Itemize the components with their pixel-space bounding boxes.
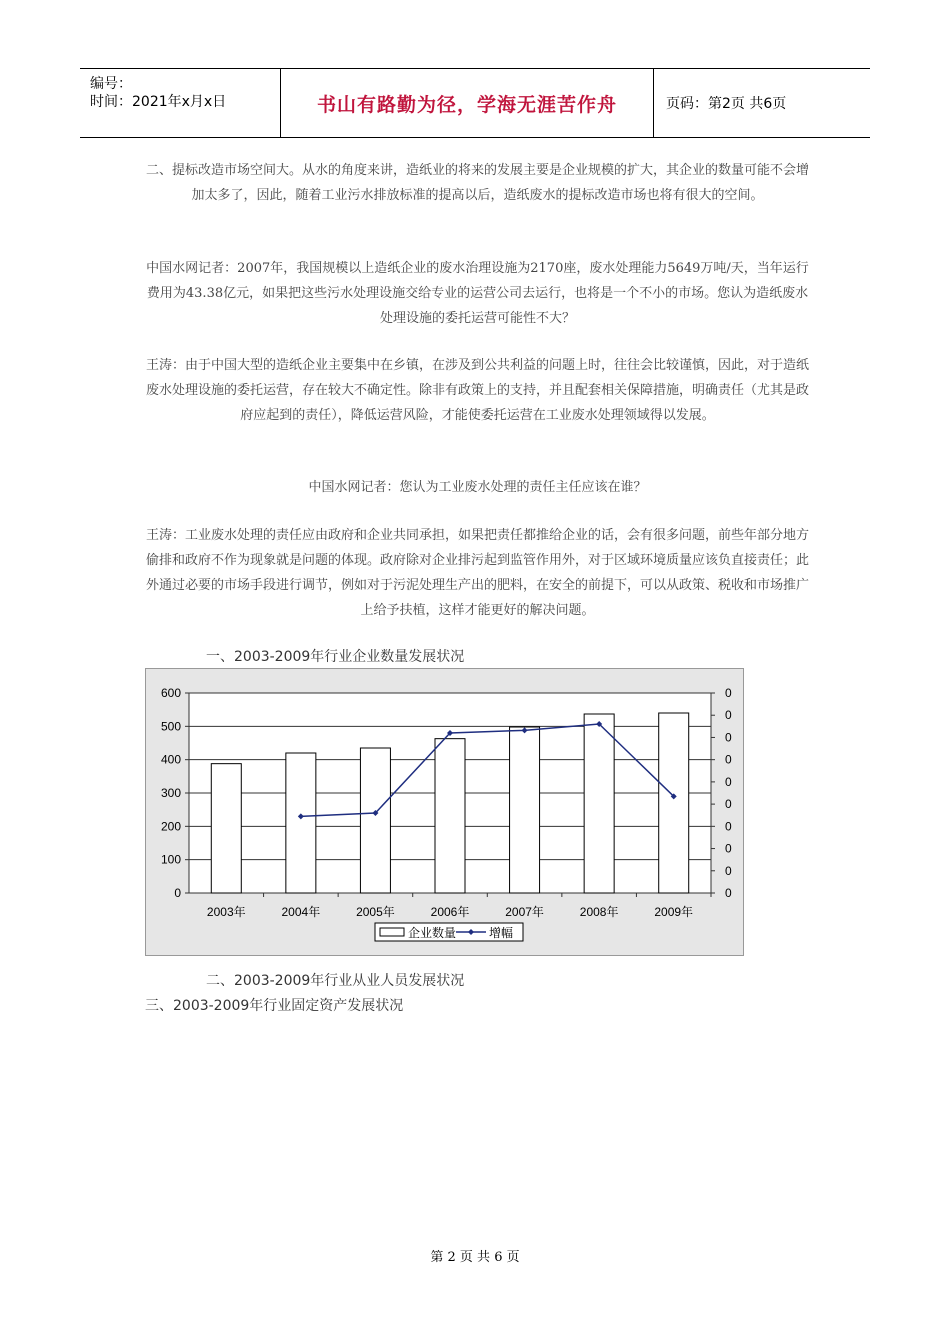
y2-tick-label: 0	[725, 819, 732, 834]
legend-line-label: 增幅	[489, 926, 514, 940]
legend-bar-swatch	[380, 928, 404, 936]
page-footer: 第 2 页 共 6 页	[430, 1250, 520, 1265]
bar	[360, 748, 390, 893]
y-tick-label: 200	[160, 819, 181, 834]
section-heading-employees: 二、2003-2009年行业从业人员发展状况	[206, 973, 465, 989]
enterprise-count-chart	[146, 669, 743, 955]
y-tick-label: 600	[160, 686, 181, 700]
y2-tick-label: 0	[725, 752, 732, 767]
header-meta-cell	[80, 69, 281, 137]
bar	[659, 713, 689, 893]
y-tick-label: 100	[160, 852, 181, 867]
header-motto-cell	[281, 69, 654, 137]
y2-tick-label: 0	[725, 774, 732, 789]
y2-tick-label: 0	[725, 886, 732, 900]
document-header	[80, 68, 870, 138]
y2-tick-label: 0	[725, 730, 732, 745]
document-number-label: 编号：	[90, 76, 132, 92]
y2-tick-label: 0	[725, 797, 732, 812]
section-heading-fixed-assets: 三、2003-2009年行业固定资产发展状况	[145, 998, 404, 1014]
bar	[211, 764, 241, 893]
y-tick-label: 400	[160, 752, 181, 767]
paragraph-market-space: 二、提标改造市场空间大。从水的角度来讲，造纸业的将来的发展主要是企业规模的扩大，其企业的数量可能不会增加太多了，因此，随着工业污水排放标准的提高以后，造纸废水的提标改造市场也将有很大的空间。	[145, 163, 809, 203]
y-tick-label: 0	[174, 886, 181, 900]
header-page-cell	[654, 69, 870, 137]
x-tick-label: 2005年	[356, 905, 395, 919]
paragraph-reporter-question-1: 中国水网记者：2007年，我国规模以上造纸企业的废水治理设施为2170座，废水处理能力5649万吨/天，当年运行费用为43.38亿元，如果把这些污水处理设施交给专业的运营公司去运行，也将是一个不小的市场。您认为造纸废水处理设施的委托运营可能性不大？	[146, 261, 809, 326]
y2-tick-label: 0	[725, 708, 732, 723]
x-tick-label: 2008年	[579, 905, 619, 919]
y2-tick-label: 0	[725, 863, 732, 878]
chart-container	[145, 668, 744, 956]
bar	[435, 739, 465, 893]
x-tick-label: 2004年	[281, 905, 321, 919]
section-heading-enterprise-count: 一、2003-2009年行业企业数量发展状况	[206, 649, 465, 665]
bar	[510, 727, 540, 893]
paragraph-wangtao-answer-2: 王涛：工业废水处理的责任应由政府和企业共同承担，如果把责任都推给企业的话，会有很多问题，前些年部分地方偷排和政府不作为现象就是问题的体现。政府除对企业排污起到监管作用外，对于区域环境质量应该负直接责任；此外通过必要的市场手段进行调节，例如对于污泥处理生产出的肥料，在安全的前提下，可以从政策、税收和市场推广上给予扶植，这样才能更好的解决问题。	[145, 528, 809, 618]
y2-tick-label: 0	[725, 841, 732, 856]
document-time-label: 时间：2021年x月x日	[90, 94, 227, 110]
x-tick-label: 2003年	[206, 905, 246, 919]
header-page-info: 页码：第2页 共6页	[666, 96, 787, 112]
bar	[584, 714, 614, 893]
x-tick-label: 2009年	[654, 905, 694, 919]
x-tick-label: 2006年	[430, 905, 470, 919]
legend-bar-label: 企业数量	[408, 926, 457, 940]
paragraph-reporter-question-2: 中国水网记者：您认为工业废水处理的责任主任应该在谁？	[308, 480, 647, 495]
paragraph-wangtao-answer-1: 王涛：由于中国大型的造纸企业主要集中在乡镇，在涉及到公共利益的问题上时，往往会比较谨慎，因此，对于造纸废水处理设施的委托运营，存在较大不确定性。除非有政策上的支持，并且配套相关保障措施，明确责任（尤其是政府应起到的责任），降低运营风险，才能使委托运营在工业废水处理领域得以发展。	[145, 358, 809, 423]
y-tick-label: 500	[160, 719, 181, 734]
y2-tick-label: 0	[725, 686, 732, 700]
x-tick-label: 2007年	[505, 905, 544, 919]
bar	[286, 753, 316, 893]
y-tick-label: 300	[160, 786, 181, 800]
header-motto: 书山有路勤为径，学海无涯苦作舟	[316, 93, 617, 116]
